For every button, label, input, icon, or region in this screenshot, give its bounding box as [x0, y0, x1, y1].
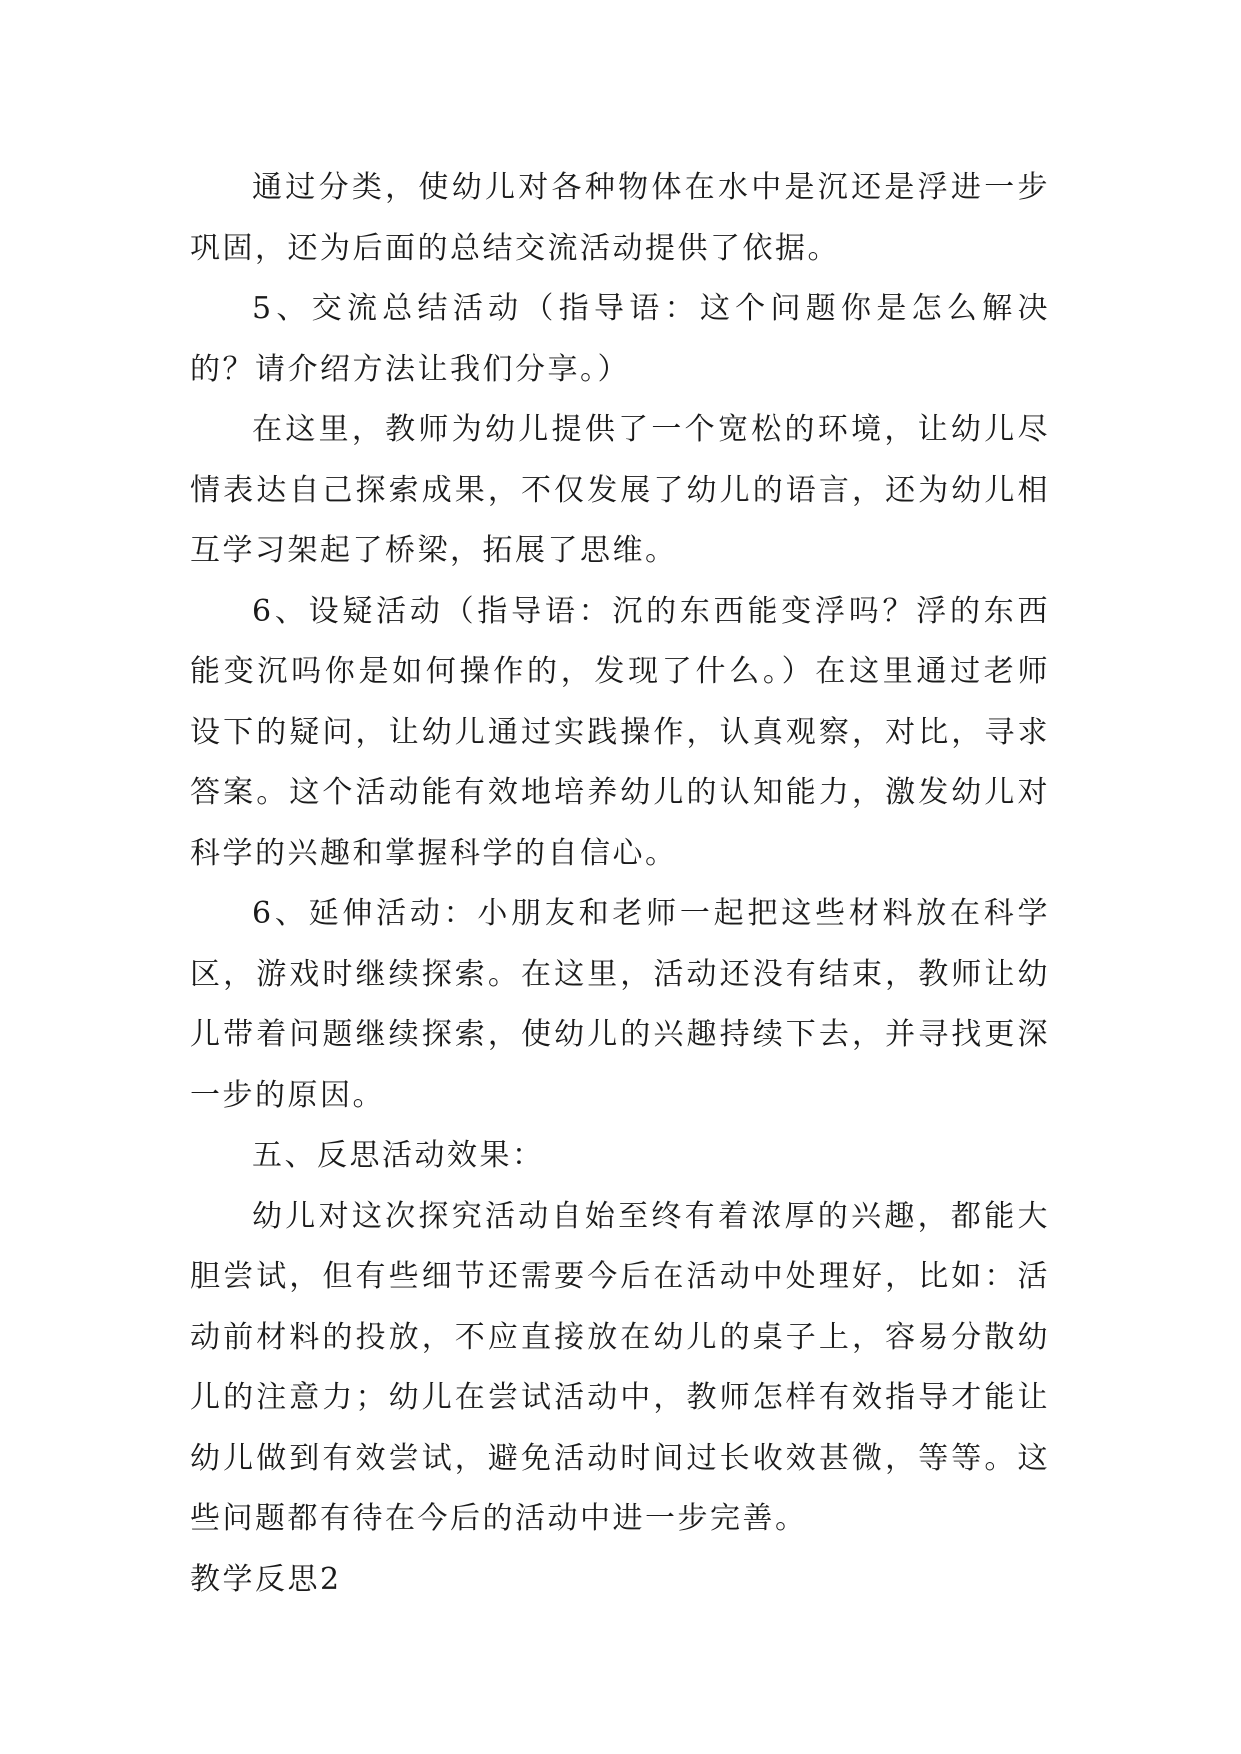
paragraph-step-5-exchange: 5、交流总结活动（指导语：这个问题你是怎么解决的？请介绍方法让我们分享。） — [190, 291, 1050, 387]
document-body — [190, 158, 1050, 1610]
section-heading: 教学反思2 — [190, 1561, 342, 1597]
paragraph-step-6-extension: 6、延伸活动：小朋友和老师一起把这些材料放在科学区，游戏时继续探索。在这里，活动还没有结束，教师让幼儿带着问题继续探索，使幼儿的兴趣持续下去，并寻找更深一步的原因。 — [190, 896, 1050, 1113]
paragraph-step-6-questioning: 6、设疑活动（指导语：沉的东西能变浮吗？浮的东西能变沉吗你是如何操作的，发现了什么。）在这里通过老师设下的疑问，让幼儿通过实践操作，认真观察，对比，寻求答案。这个活动能有效地培养幼儿的认知能力，激发幼儿对科学的兴趣和掌握科学的自信心。 — [190, 593, 1050, 871]
paragraph-reflection-title: 五、反思活动效果： — [252, 1138, 545, 1173]
paragraph-reflection-body: 幼儿对这次探究活动自始至终有着浓厚的兴趣，都能大胆尝试，但有些细节还需要今后在活动中处理好，比如：活动前材料的投放，不应直接放在幼儿的桌子上，容易分散幼儿的注意力；幼儿在尝试活动中，教师怎样有效指导才能让幼儿做到有效尝试，避免活动时间过长收效甚微，等等。这些问题都有待在今后的活动中进一步完善。 — [190, 1198, 1050, 1536]
paragraph-environment: 在这里，教师为幼儿提供了一个宽松的环境，让幼儿尽情表达自己探索成果，不仅发展了幼儿的语言，还为幼儿相互学习架起了桥梁，拓展了思维。 — [190, 412, 1050, 568]
paragraph-classification: 通过分类，使幼儿对各种物体在水中是沉还是浮进一步巩固，还为后面的总结交流活动提供了依据。 — [190, 170, 1050, 266]
